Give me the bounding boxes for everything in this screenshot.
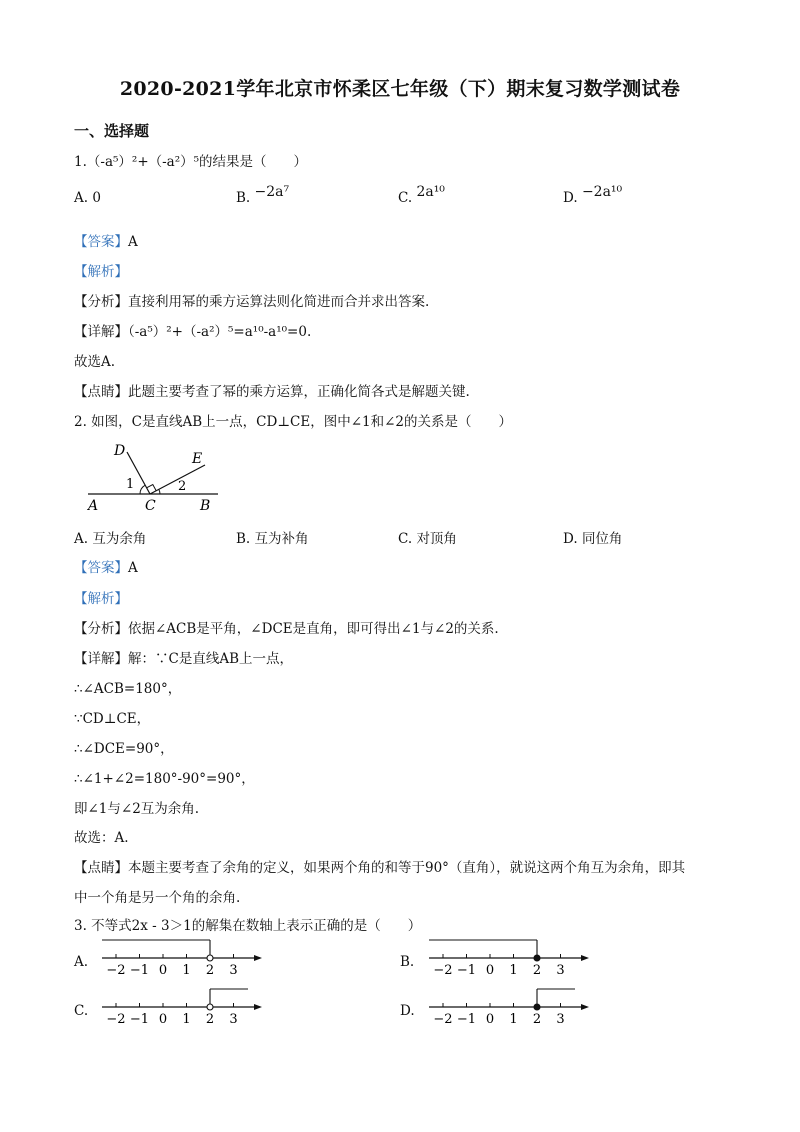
q2-dianjing-1: 【点睛】本题主要考查了余角的定义，如果两个角的和等于90°（直角），就说这两个角互为余角，即其 <box>74 860 686 876</box>
q2-option-d: D. 同位角 <box>563 531 623 547</box>
q2-step-5: 即∠1与∠2互为余角. <box>74 801 200 817</box>
open-point <box>207 1004 213 1010</box>
q1-xiangjie: 【详解】（-a⁵）²+（-a²）⁵=a¹⁰-a¹⁰=0. <box>74 324 312 340</box>
q2-dianjing-2: 中一个角是另一个角的余角. <box>74 890 241 906</box>
q1-option-b: B. −2a⁷ <box>236 184 290 206</box>
label-angle-2: 2 <box>178 479 187 494</box>
section-heading: 一、选择题 <box>74 122 150 140</box>
q1-option-a: A. 0 <box>74 190 101 206</box>
q1-option-d: D. −2a¹⁰ <box>563 184 623 206</box>
q2-analysis-tag: 【解析】 <box>74 591 128 607</box>
q2-step-3: ∴∠DCE=90°， <box>74 741 174 757</box>
tick-label: 0 <box>158 963 168 978</box>
q2-step-2: ∵CD⊥CE， <box>74 711 151 727</box>
q1-stem: 1.（-a⁵）²+（-a²）⁵的结果是（ ） <box>74 154 308 170</box>
q3-option-b-label: B. <box>400 954 415 970</box>
q2-fenxi: 【分析】依据∠ACB是平角，∠DCE是直角，即可得出∠1与∠2的关系. <box>74 621 499 637</box>
q3-option-c-label: C. <box>74 1003 89 1019</box>
q1-dianjing: 【点睛】此题主要考查了幂的乘方运算，正确化简各式是解题关键. <box>74 384 470 400</box>
axis-arrow <box>254 1004 262 1010</box>
q2-step-0: 【详解】解：∵C是直线AB上一点， <box>74 651 293 667</box>
tick-label: 3 <box>229 963 238 978</box>
tick-label: −1 <box>456 1012 477 1027</box>
open-point <box>207 955 213 961</box>
tick-label: −2 <box>106 1012 126 1027</box>
tick-label: 3 <box>556 1012 565 1027</box>
label-b: B <box>200 498 211 514</box>
label-e: E <box>192 451 203 467</box>
tick-label: 0 <box>485 963 495 978</box>
tick-label: 2 <box>205 963 215 978</box>
label-a: A <box>88 498 99 514</box>
q1-choose: 故选A. <box>74 354 116 370</box>
axis-arrow <box>254 955 262 961</box>
q3-stem: 3. 不等式2x - 3＞1的解集在数轴上表示正确的是（ ） <box>74 918 422 934</box>
axis-arrow <box>581 955 589 961</box>
tick-label: −2 <box>433 1012 453 1027</box>
tick-label: −1 <box>129 1012 150 1027</box>
tick-label: −1 <box>456 963 477 978</box>
q2-step-1: ∴∠ACB=180°， <box>74 681 182 697</box>
q2-figure <box>80 436 230 516</box>
q2-answer: 【答案】A <box>74 560 138 576</box>
q3-number-line-b <box>425 934 595 980</box>
q3-number-line-d <box>425 983 595 1029</box>
tick-label: 1 <box>509 1012 518 1027</box>
tick-label: −1 <box>129 963 150 978</box>
label-c: C <box>145 498 156 514</box>
tick-label: 2 <box>532 963 542 978</box>
q2-step-6: 故选：A. <box>74 830 129 846</box>
q3-option-d-label: D. <box>400 1003 415 1019</box>
tick-label: −2 <box>106 963 126 978</box>
tick-label: 1 <box>509 963 518 978</box>
tick-label: 1 <box>182 963 191 978</box>
angle-2-arc <box>159 489 160 494</box>
q2-option-c: C. 对顶角 <box>398 531 457 547</box>
q1-analysis-tag: 【解析】 <box>74 264 128 280</box>
q1-option-c: C. 2a¹⁰ <box>398 184 445 206</box>
axis-arrow <box>581 1004 589 1010</box>
tick-label: 3 <box>556 963 565 978</box>
q2-option-b: B. 互为补角 <box>236 531 309 547</box>
q3-number-line-c <box>98 983 268 1029</box>
tick-label: 3 <box>229 1012 238 1027</box>
tick-label: 2 <box>205 1012 215 1027</box>
closed-point <box>534 955 540 961</box>
q2-option-a: A. 互为余角 <box>74 531 147 547</box>
document-title: 2020-2021学年北京市怀柔区七年级（下）期末复习数学测试卷 <box>119 78 681 100</box>
tick-label: 1 <box>182 1012 191 1027</box>
tick-label: 2 <box>532 1012 542 1027</box>
q3-number-line-a <box>98 934 268 980</box>
tick-label: 0 <box>485 1012 495 1027</box>
tick-label: −2 <box>433 963 453 978</box>
q3-option-a-label: A. <box>74 954 89 970</box>
angle-1-arc <box>140 485 145 494</box>
closed-point <box>534 1004 540 1010</box>
q2-step-4: ∴∠1+∠2=180°-90°=90°， <box>74 771 255 787</box>
label-angle-1: 1 <box>126 477 135 492</box>
label-d: D <box>114 443 126 459</box>
q1-fenxi: 【分析】直接利用幂的乘方运算法则化简进而合并求出答案. <box>74 294 430 310</box>
q2-stem: 2. 如图，C是直线AB上一点，CD⊥CE，图中∠1和∠2的关系是（ ） <box>74 414 513 430</box>
q1-answer: 【答案】A <box>74 234 138 250</box>
tick-label: 0 <box>158 1012 168 1027</box>
